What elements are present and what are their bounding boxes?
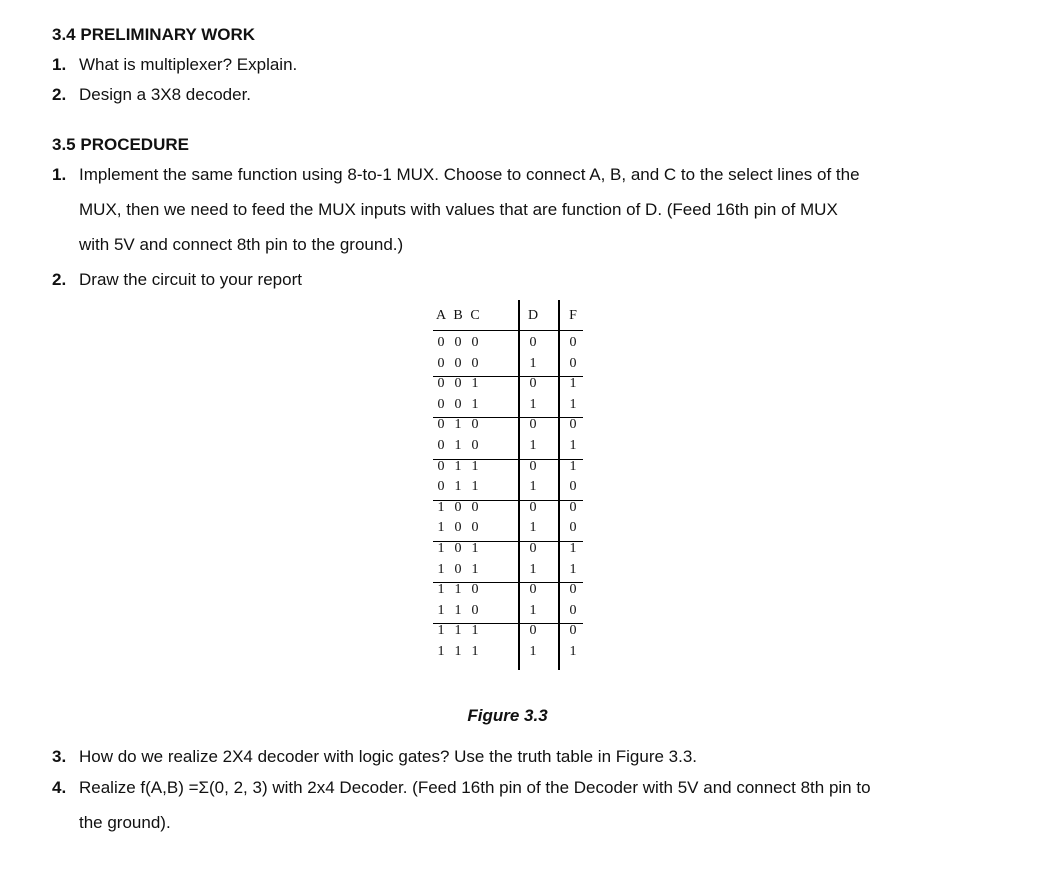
table-cell: 0 <box>454 541 462 556</box>
table-cell: 0 <box>454 561 462 577</box>
item-number: 2. <box>52 85 67 104</box>
figure-caption: Figure 3.3 <box>467 706 548 725</box>
table-cell: 1 <box>569 644 577 659</box>
table-cell: 0 <box>437 458 445 474</box>
table-cell: 0 <box>529 417 537 433</box>
table-cell: 1 <box>529 561 537 577</box>
item-text: How do we realize 2X4 decoder with logic gates? Use the truth table in Figure 3.3. <box>79 747 698 766</box>
table-cell: 0 <box>454 355 462 371</box>
table-header-2: C <box>470 308 480 323</box>
table-cell: 1 <box>437 520 445 536</box>
table-cell: 0 <box>437 355 445 371</box>
procedure-item-2 <box>52 270 302 290</box>
table-cell: 1 <box>471 396 479 412</box>
item-number: 1. <box>52 55 67 74</box>
table-cell: 1 <box>529 396 537 412</box>
table-header-3: D <box>527 308 539 323</box>
table-cell: 1 <box>437 582 445 598</box>
item-text: Design a 3X8 decoder. <box>79 85 252 104</box>
procedure-heading: 3.5 PROCEDURE <box>52 135 189 154</box>
table-cell: 0 <box>569 335 577 350</box>
table-cell: 0 <box>471 335 479 350</box>
procedure-item-1-line-2: MUX, then we need to feed the MUX inputs with values that are function of D. (Feed 16th pin of MUX <box>79 200 838 219</box>
table-cell: 1 <box>569 438 577 453</box>
table-header-1: B <box>453 308 463 323</box>
table-cell: 1 <box>437 623 445 639</box>
table-cell: 0 <box>529 499 537 515</box>
table-cell: 0 <box>569 479 577 495</box>
table-cell: 0 <box>529 623 537 639</box>
procedure-item-1 <box>52 165 860 185</box>
table-cell: 0 <box>437 335 445 350</box>
table-cell: 1 <box>569 561 577 577</box>
table-cell: 0 <box>529 458 537 474</box>
table-cell: 0 <box>437 376 445 392</box>
table-cell: 1 <box>569 376 577 392</box>
table-cell: 0 <box>471 417 479 433</box>
table-cell: 0 <box>454 499 462 515</box>
table-cell: 0 <box>437 438 445 453</box>
table-cell: 0 <box>569 520 577 536</box>
table-cell: 1 <box>437 561 445 577</box>
procedure-item-3 <box>52 747 697 767</box>
table-cell: 0 <box>529 582 537 598</box>
table-cell: 1 <box>471 376 479 392</box>
table-cell: 0 <box>569 623 577 639</box>
table-cell: 0 <box>454 520 462 536</box>
table-cell: 1 <box>454 623 462 639</box>
column-divider <box>518 300 520 670</box>
header-divider <box>433 330 583 331</box>
table-cell: 1 <box>454 458 462 474</box>
table-cell: 0 <box>569 499 577 515</box>
procedure-item-4 <box>52 778 871 798</box>
table-cell: 1 <box>437 644 445 659</box>
table-cell: 0 <box>471 582 479 598</box>
table-cell: 1 <box>529 520 537 536</box>
table-cell: 1 <box>529 355 537 371</box>
item-number: 1. <box>52 165 67 184</box>
table-cell: 1 <box>569 396 577 412</box>
table-cell: 0 <box>569 355 577 371</box>
table-cell: 1 <box>454 479 462 495</box>
table-cell: 1 <box>471 623 479 639</box>
table-cell: 1 <box>454 602 462 618</box>
procedure-item-1-line-3: with 5V and connect 8th pin to the ground.) <box>79 235 404 254</box>
table-cell: 0 <box>529 335 537 350</box>
table-cell: 0 <box>454 335 462 350</box>
table-cell: 1 <box>529 644 537 659</box>
table-cell: 1 <box>454 644 462 659</box>
table-header-4: F <box>569 308 577 323</box>
table-cell: 1 <box>471 561 479 577</box>
table-cell: 0 <box>471 499 479 515</box>
table-cell: 1 <box>471 458 479 474</box>
table-cell: 0 <box>471 438 479 453</box>
table-cell: 1 <box>471 541 479 556</box>
table-cell: 1 <box>454 438 462 453</box>
procedure-item-4-line-2: the ground). <box>79 813 171 832</box>
table-cell: 1 <box>569 458 577 474</box>
table-cell: 1 <box>529 602 537 618</box>
prelim-item-1 <box>52 55 297 75</box>
table-cell: 1 <box>471 644 479 659</box>
table-cell: 0 <box>454 376 462 392</box>
item-number: 2. <box>52 270 67 289</box>
column-divider <box>558 300 560 670</box>
table-cell: 1 <box>529 479 537 495</box>
item-text: Realize f(A,B) =Σ(0, 2, 3) with 2x4 Decoder. (Feed 16th pin of the Decoder with 5V and connect 8th pin to <box>79 778 871 797</box>
table-cell: 0 <box>471 602 479 618</box>
table-cell: 1 <box>437 541 445 556</box>
table-cell: 1 <box>437 499 445 515</box>
table-cell: 1 <box>529 438 537 453</box>
table-cell: 0 <box>471 520 479 536</box>
item-text: Draw the circuit to your report <box>79 270 302 289</box>
table-cell: 0 <box>471 355 479 371</box>
truth-table <box>425 300 585 670</box>
prelim-item-2 <box>52 85 251 105</box>
table-cell: 1 <box>454 417 462 433</box>
item-number: 3. <box>52 747 67 766</box>
item-text: Implement the same function using 8-to-1 MUX. Choose to connect A, B, and C to the select lines of the <box>79 165 860 184</box>
table-cell: 0 <box>454 396 462 412</box>
table-cell: 0 <box>569 417 577 433</box>
item-number: 4. <box>52 778 67 797</box>
table-cell: 1 <box>471 479 479 495</box>
prelim-heading: 3.4 PRELIMINARY WORK <box>52 25 256 44</box>
table-cell: 0 <box>437 396 445 412</box>
table-cell: 0 <box>529 541 537 556</box>
table-cell: 0 <box>569 582 577 598</box>
table-cell: 0 <box>569 602 577 618</box>
item-text: What is multiplexer? Explain. <box>79 55 298 74</box>
table-cell: 0 <box>529 376 537 392</box>
table-cell: 1 <box>454 582 462 598</box>
table-cell: 0 <box>437 479 445 495</box>
table-cell: 0 <box>437 417 445 433</box>
table-cell: 1 <box>569 541 577 556</box>
table-header-0: A <box>435 308 447 323</box>
table-cell: 1 <box>437 602 445 618</box>
